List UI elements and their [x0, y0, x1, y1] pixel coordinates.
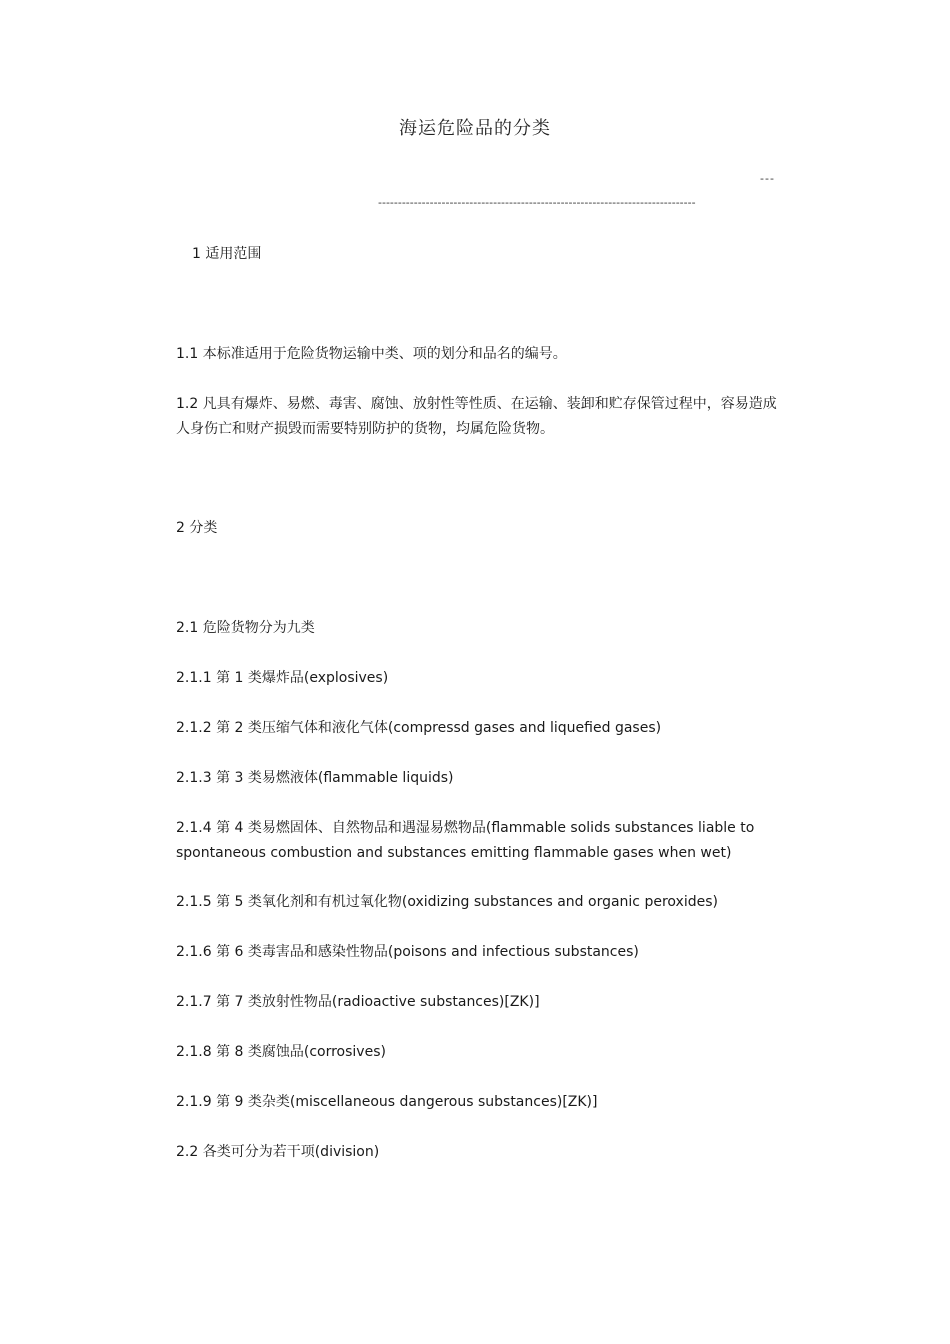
- section-1-heading: 1 适用范围: [192, 246, 262, 262]
- paragraph-2-1-3: 2.1.3 第 3 类易燃液体(flammable liquids): [176, 770, 454, 786]
- paragraph-2-1-6: 2.1.6 第 6 类毒害品和感染性物品(poisons and infectious substances): [176, 944, 639, 960]
- paragraph-1-2: 1.2 凡具有爆炸、易燃、毒害、腐蚀、放射性等性质、在运输、装卸和贮存保管过程中，容易造成人身伤亡和财产损毁而需要特别防护的货物，均属危险货物。: [176, 396, 777, 437]
- paragraph-2-1-7: 2.1.7 第 7 类放射性物品(radioactive substances)[ZK)]: [176, 994, 540, 1010]
- paragraph-2-1-2: 2.1.2 第 2 类压缩气体和液化气体(compressd gases and liquefied gases): [176, 720, 662, 736]
- paragraph-2-1-8: 2.1.8 第 8 类腐蚀品(corrosives): [176, 1044, 386, 1060]
- paragraph-2-1-5: 2.1.5 第 5 类氧化剂和有机过氧化物(oxidizing substances and organic peroxides): [176, 894, 718, 910]
- dash-separator-long: --------------------------------------------------------------------------------: [378, 196, 696, 209]
- document-title: 海运危险品的分类: [399, 118, 551, 139]
- paragraph-2-1: 2.1 危险货物分为九类: [176, 620, 315, 636]
- paragraph-2-1-9: 2.1.9 第 9 类杂类(miscellaneous dangerous substances)[ZK)]: [176, 1094, 598, 1110]
- section-2-heading: 2 分类: [176, 520, 218, 536]
- paragraph-1-1: 1.1 本标准适用于危险货物运输中类、项的划分和品名的编号。: [176, 346, 567, 362]
- paragraph-2-1-4: 2.1.4 第 4 类易燃固体、自然物品和遇湿易燃物品(flammable solids substances liable to spontaneous combustion and substances emitting flammable gases when wet): [176, 820, 755, 861]
- paragraph-2-2: 2.2 各类可分为若干项(division): [176, 1144, 380, 1160]
- dash-separator-short: ---: [760, 172, 775, 185]
- paragraph-2-1-1: 2.1.1 第 1 类爆炸品(explosives): [176, 670, 389, 686]
